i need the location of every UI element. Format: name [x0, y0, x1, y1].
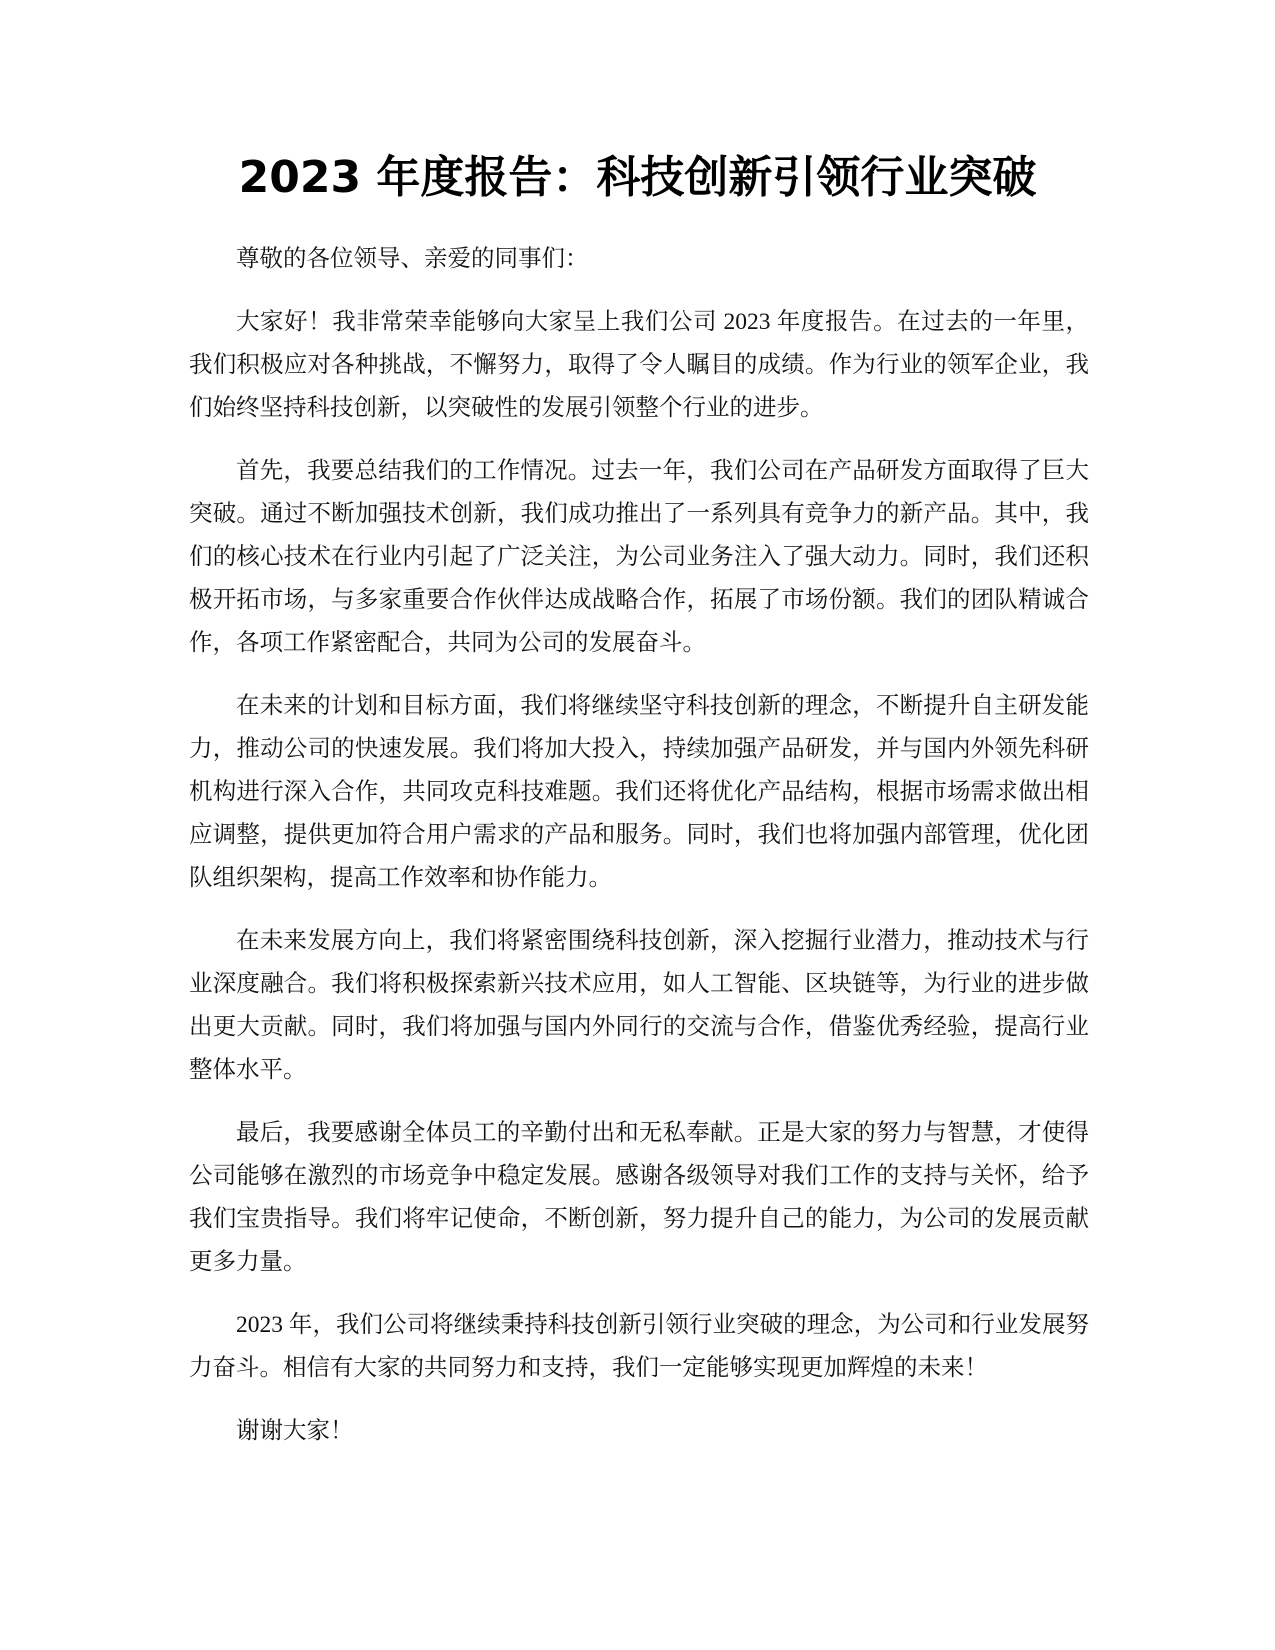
paragraph-outlook: 2023 年，我们公司将继续秉持科技创新引领行业突破的理念，为公司和行业发展努力奋斗。相信有大家的共同努力和支持，我们一定能够实现更加辉煌的未来！: [189, 1312, 1089, 1381]
document-title: 2023 年度报告：科技创新引领行业突破: [238, 152, 1037, 203]
paragraph-future-plans: 在未来的计划和目标方面，我们将继续坚守科技创新的理念，不断提升自主研发能力，推动公司的快速发展。我们将加大投入，持续加强产品研发，并与国内外领先科研机构进行深入合作，共同攻克科技难题。我们还将优化产品结构，根据市场需求做出相应调整，提供更加符合用户需求的产品和服务。同时，我们也将加强内部管理，优化团队组织架构，提高工作效率和协作能力。: [189, 693, 1089, 891]
document-body: [189, 238, 1089, 1473]
paragraph-thanks: 最后，我要感谢全体员工的辛勤付出和无私奉献。正是大家的努力与智慧，才使得公司能够在激烈的市场竞争中稳定发展。感谢各级领导对我们工作的支持与关怀，给予我们宝贵指导。我们将牢记使命，不断创新，努力提升自己的能力，为公司的发展贡献更多力量。: [189, 1120, 1089, 1275]
paragraph-intro: 大家好！我非常荣幸能够向大家呈上我们公司 2023 年度报告。在过去的一年里，我们积极应对各种挑战，不懈努力，取得了令人瞩目的成绩。作为行业的领军企业，我们始终坚持科技创新，以突破性的发展引领整个行业的进步。: [189, 309, 1089, 421]
closing: 谢谢大家！: [236, 1418, 354, 1444]
paragraph-development-direction: 在未来发展方向上，我们将紧密围绕科技创新，深入挖掘行业潜力，推动技术与行业深度融合。我们将积极探索新兴技术应用，如人工智能、区块链等，为行业的进步做出更大贡献。同时，我们将加强与国内外同行的交流与合作，借鉴优秀经验，提高行业整体水平。: [189, 928, 1089, 1083]
salutation: 尊敬的各位领导、亲爱的同事们：: [236, 246, 589, 272]
paragraph-work-summary: 首先，我要总结我们的工作情况。过去一年，我们公司在产品研发方面取得了巨大突破。通过不断加强技术创新，我们成功推出了一系列具有竞争力的新产品。其中，我们的核心技术在行业内引起了广泛关注，为公司业务注入了强大动力。同时，我们还积极开拓市场，与多家重要合作伙伴达成战略合作，拓展了市场份额。我们的团队精诚合作，各项工作紧密配合，共同为公司的发展奋斗。: [189, 458, 1089, 656]
